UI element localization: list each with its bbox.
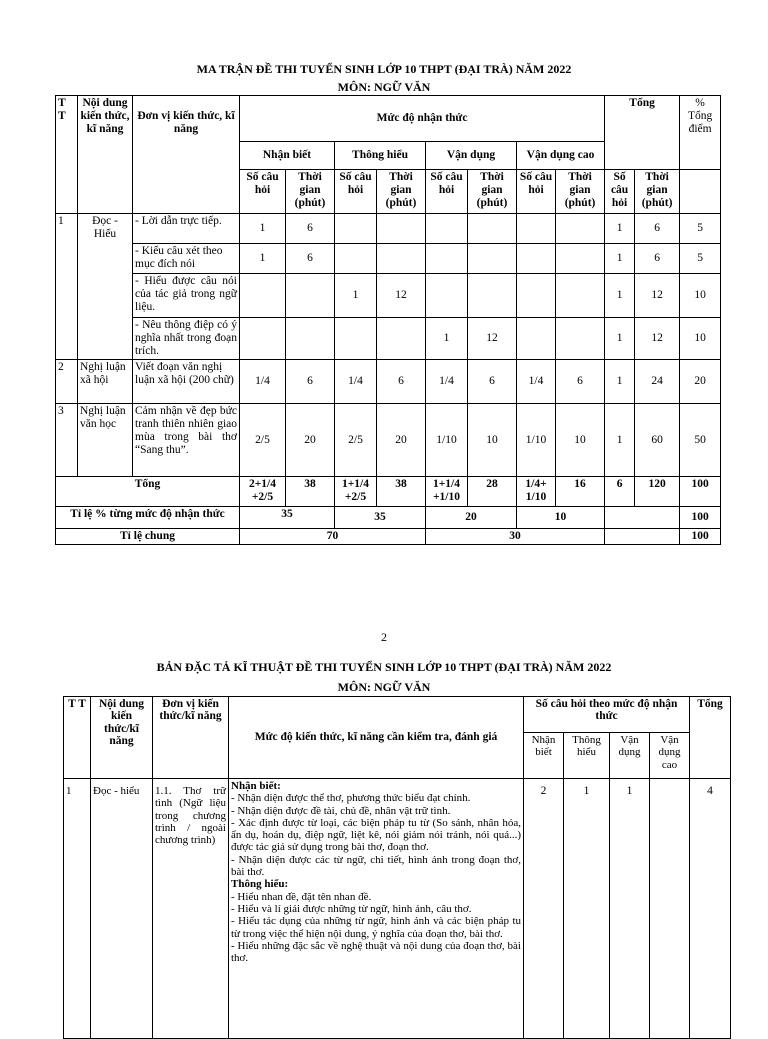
value-cell: 1/4 — [517, 360, 556, 404]
total-cell: 1+1/4 +1/10 — [426, 477, 468, 507]
subheader-count: Số câu hỏi — [240, 170, 286, 214]
value-cell: 6 — [468, 360, 517, 404]
subheader-count: Số câu hỏi — [517, 170, 556, 214]
spec-level-recognize: Nhận biết — [524, 733, 564, 779]
spec-row-name: Đọc - hiểu — [91, 779, 153, 1039]
total-cell: 16 — [556, 477, 605, 507]
level-apply: Vận dụng — [426, 142, 517, 170]
recognize-item: - Xác định được từ loại, các biện pháp tu từ (So sánh, nhân hóa, ẩn dụ, hoán dụ, điệp ngữ, liệt kê, nói giảm nói tránh, nói quá...) được tác giả sử dụng trong bài thơ, đoạn thơ. — [231, 816, 521, 854]
value-cell: 6 — [635, 214, 680, 244]
value-cell: 1 — [605, 360, 635, 404]
value-cell — [426, 214, 468, 244]
section-no: 1 — [56, 214, 78, 360]
unit-cell: Viết đoạn văn nghị luận xã hội (200 chữ) — [133, 360, 240, 404]
count-understand: 1 — [564, 779, 610, 1039]
spec-header-content: Nội dung kiến thức/kĩ năng — [91, 697, 153, 779]
matrix-title: MA TRẬN ĐỀ THI TUYỂN SINH LỚP 10 THPT (ĐẠI TRÀ) NĂM 2022 — [196, 62, 572, 76]
value-cell: 1 — [605, 274, 635, 318]
value-cell: 1/10 — [517, 404, 556, 477]
value-cell: 1/10 — [426, 404, 468, 477]
value-cell — [426, 244, 468, 274]
value-cell — [468, 244, 517, 274]
spec-header-unit: Đơn vị kiến thức/kĩ năng — [153, 697, 229, 779]
subheader-time: Thời gian (phút) — [468, 170, 517, 214]
understand-item: - Hiểu tác dụng của những từ ngữ, hình ảnh và các biện pháp tu từ trong việc thể hiện nội dung, ý nghĩa của đoạn thơ, bài thơ. — [231, 915, 521, 940]
total-cell: 38 — [377, 477, 426, 507]
value-cell: 1 — [240, 214, 286, 244]
value-cell — [468, 274, 517, 318]
ratio-cell: 35 — [335, 507, 426, 529]
value-cell: 10 — [468, 404, 517, 477]
section-no: 2 — [56, 360, 78, 404]
spec-subtitle: MÔN: NGỮ VĂN — [337, 680, 431, 694]
recognize-item: - Nhận diện được các từ ngữ, chi tiết, hình ảnh trong đoạn thơ, bài thơ. — [231, 853, 521, 879]
table-row — [56, 214, 721, 244]
unit-cell: - Nêu thông điệp có ý nghĩa nhất trong đoạn trích. — [133, 318, 240, 360]
total-cell: 38 — [286, 477, 335, 507]
recognize-heading: Nhận biết: — [231, 780, 281, 792]
value-cell: 5 — [680, 214, 721, 244]
value-cell: 6 — [286, 214, 335, 244]
recognize-item: - Nhận diện được đề tài, chủ đề, nhân vật trữ tình. — [231, 804, 451, 817]
spec-table — [63, 696, 731, 1039]
value-cell — [426, 274, 468, 318]
value-cell: 1 — [240, 244, 286, 274]
value-cell — [240, 274, 286, 318]
overall-row — [56, 529, 721, 545]
ratio-cell: 35 — [240, 507, 335, 529]
total-cell: 2+1/4 +2/5 — [240, 477, 286, 507]
count-total: 4 — [690, 779, 731, 1039]
value-cell: 6 — [635, 244, 680, 274]
subheader-count: Số câu hỏi — [335, 170, 377, 214]
value-cell — [556, 274, 605, 318]
spec-level-understand: Thông hiểu — [564, 733, 610, 779]
count-high-apply — [650, 779, 690, 1039]
section-name: Nghị luận văn học — [78, 404, 133, 477]
value-cell: 1 — [605, 244, 635, 274]
section-name: Nghị luận xã hội — [78, 360, 133, 404]
total-cell: 120 — [635, 477, 680, 507]
spec-row-criteria — [229, 779, 524, 1039]
table-row — [56, 360, 721, 404]
value-cell — [468, 214, 517, 244]
ratio-cell: 10 — [517, 507, 605, 529]
table-row — [56, 274, 721, 318]
value-cell: 24 — [635, 360, 680, 404]
spec-row-unit: 1.1. Thơ trữ tình (Ngữ liệu trong chương trình / ngoài chương trình) — [153, 779, 229, 1039]
value-cell: 5 — [680, 244, 721, 274]
value-cell: 1/4 — [335, 360, 377, 404]
total-cell: 6 — [605, 477, 635, 507]
total-cell: 100 — [680, 477, 721, 507]
value-cell: 6 — [556, 360, 605, 404]
overall-cell: 70 — [240, 529, 426, 545]
value-cell: 60 — [635, 404, 680, 477]
total-label: Tổng — [56, 477, 240, 507]
value-cell: 6 — [286, 244, 335, 274]
spec-title: BẢN ĐẶC TẢ KĨ THUẬT ĐỀ THI TUYỂN SINH LỚP 10 THPT (ĐẠI TRÀ) NĂM 2022 — [156, 660, 612, 674]
value-cell: 1 — [605, 404, 635, 477]
value-cell: 1 — [605, 318, 635, 360]
value-cell — [517, 244, 556, 274]
subheader-count: Số câu hỏi — [605, 170, 635, 214]
header-tt: T T — [56, 96, 78, 214]
unit-cell: Cảm nhận về đẹp bức tranh thiên nhiên giao mùa trong bài thơ “Sang thu”. — [133, 404, 240, 477]
subheader-time: Thời gian (phút) — [377, 170, 426, 214]
value-cell — [377, 318, 426, 360]
total-cell: 1/4+ 1/10 — [517, 477, 556, 507]
overall-cell: 30 — [426, 529, 605, 545]
total-cell: 1+1/4 +2/5 — [335, 477, 377, 507]
value-cell: 1 — [335, 274, 377, 318]
value-cell: 12 — [468, 318, 517, 360]
value-cell: 2/5 — [335, 404, 377, 477]
header-percent: % Tổng điểm — [680, 96, 721, 170]
understand-item: - Hiểu và lí giải được những từ ngữ, hình ảnh, câu thơ. — [231, 902, 472, 915]
overall-cell: 100 — [680, 529, 721, 545]
spec-header-criteria: Mức độ kiến thức, kĩ năng cần kiểm tra, đánh giá — [229, 697, 524, 779]
value-cell: 1 — [426, 318, 468, 360]
value-cell: 50 — [680, 404, 721, 477]
value-cell — [286, 274, 335, 318]
section-name: Đọc - Hiểu — [78, 214, 133, 360]
matrix-table — [55, 95, 721, 545]
value-cell — [335, 214, 377, 244]
value-cell — [517, 318, 556, 360]
level-understand: Thông hiểu — [335, 142, 426, 170]
value-cell: 12 — [635, 318, 680, 360]
ratio-label: Tỉ lệ % từng mức độ nhận thức — [56, 507, 240, 529]
value-cell: 6 — [377, 360, 426, 404]
spec-row-no: 1 — [64, 779, 91, 1039]
value-cell: 12 — [377, 274, 426, 318]
unit-cell: - Kiểu câu xét theo mục đích nói — [133, 244, 240, 274]
value-cell: 20 — [377, 404, 426, 477]
table-row — [56, 404, 721, 477]
header-levels: Mức độ nhận thức — [240, 96, 605, 142]
spec-header-total: Tổng — [690, 697, 731, 779]
subheader-time: Thời gian (phút) — [635, 170, 680, 214]
level-high-apply: Vận dụng cao — [517, 142, 605, 170]
value-cell — [377, 214, 426, 244]
value-cell — [377, 244, 426, 274]
value-cell: 10 — [556, 404, 605, 477]
total-row — [56, 477, 721, 507]
table-row — [56, 244, 721, 274]
value-cell: 12 — [635, 274, 680, 318]
spec-level-apply: Vận dụng — [610, 733, 650, 779]
spec-header-questions: Số câu hỏi theo mức độ nhận thức — [524, 697, 690, 733]
header-total: Tổng — [605, 96, 680, 170]
matrix-subtitle: MÔN: NGỮ VĂN — [337, 80, 431, 94]
value-cell: 1 — [605, 214, 635, 244]
spec-level-high-apply: Vận dụng cao — [650, 733, 690, 779]
total-cell: 28 — [468, 477, 517, 507]
subheader-count: Số câu hỏi — [426, 170, 468, 214]
page-number: 2 — [381, 630, 387, 644]
section-no: 3 — [56, 404, 78, 477]
ratio-cell: 100 — [680, 507, 721, 529]
count-recognize: 2 — [524, 779, 564, 1039]
value-cell: 1/4 — [240, 360, 286, 404]
count-apply: 1 — [610, 779, 650, 1039]
value-cell: 10 — [680, 318, 721, 360]
value-cell — [517, 274, 556, 318]
ratio-cell: 20 — [426, 507, 517, 529]
spec-header-tt: T T — [64, 697, 91, 779]
value-cell — [240, 318, 286, 360]
value-cell — [556, 214, 605, 244]
understand-heading: Thông hiểu: — [231, 878, 289, 891]
understand-item: - Hiểu những đặc sắc về nghệ thuật và nội dung của đoạn thơ, bài thơ. — [231, 939, 521, 965]
recognize-item: - Nhận diện được thể thơ, phương thức biểu đạt chính. — [231, 792, 471, 805]
value-cell — [517, 214, 556, 244]
header-unit: Đơn vị kiến thức, kĩ năng — [133, 96, 240, 214]
subheader-time: Thời gian (phút) — [286, 170, 335, 214]
value-cell — [335, 318, 377, 360]
unit-cell: - Lời dẫn trực tiếp. — [133, 214, 240, 244]
level-recognize: Nhận biết — [240, 142, 335, 170]
table-row — [64, 779, 731, 1039]
header-content: Nội dung kiến thức, kĩ năng — [78, 96, 133, 214]
unit-cell: - Hiểu được câu nói của tác giả trong ngữ liệu. — [133, 274, 240, 318]
value-cell — [335, 244, 377, 274]
ratio-row — [56, 507, 721, 529]
overall-label: Tỉ lệ chung — [56, 529, 240, 545]
table-row — [56, 318, 721, 360]
value-cell: 20 — [286, 404, 335, 477]
value-cell — [556, 318, 605, 360]
value-cell: 6 — [286, 360, 335, 404]
value-cell — [556, 244, 605, 274]
value-cell: 1/4 — [426, 360, 468, 404]
value-cell: 20 — [680, 360, 721, 404]
value-cell — [286, 318, 335, 360]
value-cell: 2/5 — [240, 404, 286, 477]
understand-item: - Hiểu nhan đề, đặt tên nhan đề. — [231, 890, 372, 903]
value-cell: 10 — [680, 274, 721, 318]
subheader-time: Thời gian (phút) — [556, 170, 605, 214]
